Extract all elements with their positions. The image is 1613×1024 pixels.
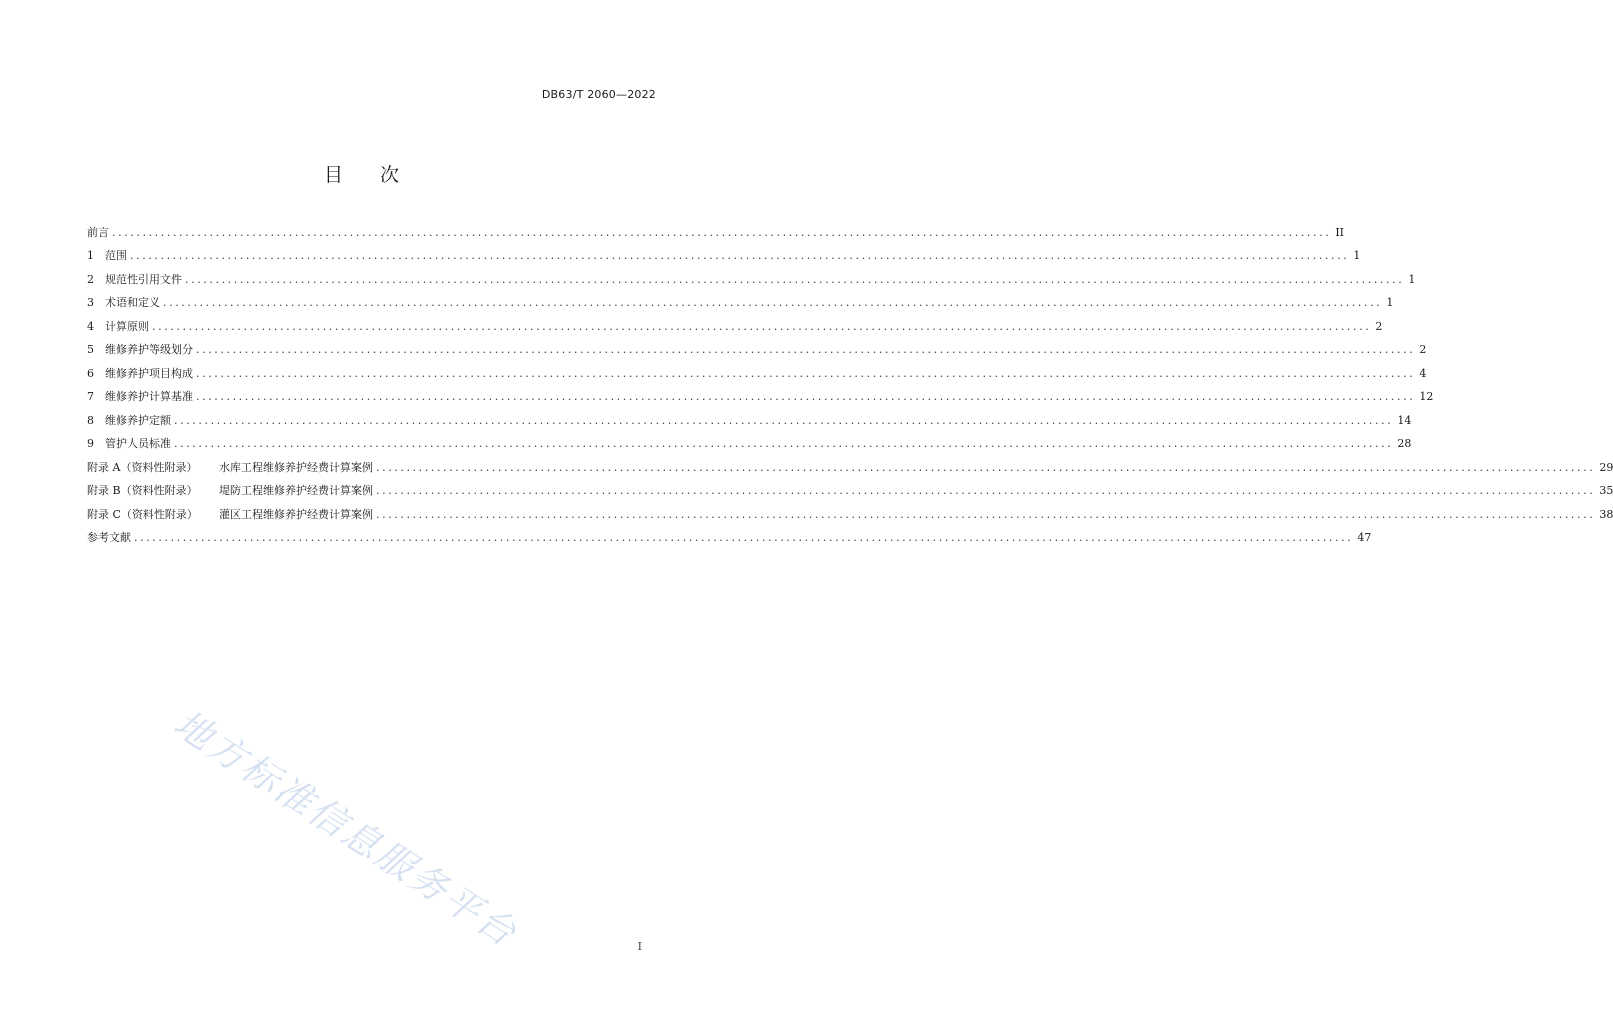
toc-entry-label [87,461,373,475]
toc-entry-appendix-b[interactable] [87,475,1613,499]
toc-page-number: 47 [1357,531,1372,544]
toc-page-number: II [1335,225,1345,239]
toc-page-number: 2 [1375,319,1383,333]
title-char-left: 目 [323,164,344,186]
toc-leader-dots: ........................................................................................................................................................................................................ [376,507,1596,521]
toc-entry-number: 2 [87,272,94,286]
toc-leader-dots: ........................................................................................................................................................................................................ [196,390,1416,403]
toc-entry-calculation-basis[interactable] [87,381,1434,405]
toc-page-number: 1 [1353,249,1361,262]
table-of-contents [87,216,1613,545]
toc-entry-normative-references[interactable] [87,263,1416,287]
page-title [0,160,724,187]
toc-entry-number: 5 [87,343,94,356]
toc-page-number: 35 [1599,484,1613,497]
page-number: I [637,940,642,953]
standard-code: DB63/T 2060—2022 [541,88,656,101]
toc-appendix-prefix: 附录 C（资料性附录） [87,507,198,521]
toc-entry-label: 范围 [105,249,127,262]
toc-entry-references[interactable] [87,522,1372,546]
toc-entry-number: 9 [87,437,94,450]
toc-entry-number: 4 [87,319,94,333]
toc-entry-number: 3 [87,296,94,309]
toc-entry-label: 维修养护计算基准 [105,390,193,403]
toc-leader-dots: ........................................................................................................................................................................................................ [174,437,1394,450]
toc-entry-number: 7 [87,390,94,403]
toc-entry-label: 术语和定义 [105,296,160,309]
toc-leader-dots: ........................................................................................................................................................................................................ [174,413,1394,427]
toc-leader-dots: ........................................................................................................................................................................................................ [185,272,1405,286]
toc-entry-number: 6 [87,366,94,380]
toc-page-number: 2 [1419,343,1427,356]
toc-entry-label: 维修养护等级划分 [105,343,193,356]
toc-leader-dots: ........................................................................................................................................................................................................ [376,484,1596,497]
toc-page-number: 4 [1419,366,1427,380]
toc-entry-appendix-c[interactable] [87,498,1613,522]
toc-page-number: 29 [1599,460,1613,474]
toc-page-number: 14 [1397,413,1412,427]
toc-leader-dots: ........................................................................................................................................................................................................ [152,319,1372,333]
toc-entry-label: 计算原则 [105,319,149,333]
toc-entry-label: 规范性引用文件 [105,272,182,286]
toc-leader-dots: ........................................................................................................................................................................................................ [112,225,1332,239]
toc-leader-dots: ........................................................................................................................................................................................................ [134,531,1354,544]
toc-appendix-title: 水库工程维修养护经费计算案例 [219,460,373,474]
toc-entry-calculation-principles[interactable] [87,310,1383,334]
toc-entry-label [87,484,373,498]
toc-leader-dots: ........................................................................................................................................................................................................ [196,343,1416,356]
toc-leader-dots: ........................................................................................................................................................................................................ [163,296,1383,309]
toc-entry-label: 维修养护定额 [105,413,171,427]
toc-page-number: 1 [1386,296,1394,309]
toc-entry-number: 1 [87,249,94,262]
toc-page-number: 28 [1397,437,1412,450]
toc-entry-label: 参考文献 [87,531,131,544]
toc-appendix-prefix: 附录 B（资料性附录） [87,484,198,497]
toc-entry-maintenance-items[interactable] [87,357,1427,381]
toc-entry-foreword[interactable] [87,216,1345,240]
title-char-right: 次 [380,164,401,186]
toc-entry-maintenance-levels[interactable] [87,334,1427,358]
toc-entry-scope[interactable] [87,240,1361,264]
toc-entry-terms[interactable] [87,287,1394,311]
toc-page-number: 12 [1419,390,1434,403]
toc-entry-maintenance-quota[interactable] [87,404,1412,428]
toc-leader-dots: ........................................................................................................................................................................................................ [130,249,1350,262]
toc-entry-label: 维修养护项目构成 [105,366,193,380]
toc-appendix-prefix: 附录 A（资料性附录） [87,460,198,474]
toc-page-number: 1 [1408,272,1416,286]
toc-entry-label: 管护人员标准 [105,437,171,450]
toc-leader-dots: ........................................................................................................................................................................................................ [196,366,1416,380]
toc-appendix-title: 灌区工程维修养护经费计算案例 [219,507,373,521]
toc-entry-number: 8 [87,413,94,427]
toc-page-number: 38 [1599,507,1613,521]
watermark: 地方标准信息服务平台 [166,701,526,956]
toc-entry-label [87,508,373,522]
toc-leader-dots: ........................................................................................................................................................................................................ [376,460,1596,474]
toc-entry-label: 前言 [87,225,109,239]
toc-entry-appendix-a[interactable] [87,451,1613,475]
toc-entry-staffing-standard[interactable] [87,428,1412,452]
toc-appendix-title: 堤防工程维修养护经费计算案例 [219,484,373,497]
